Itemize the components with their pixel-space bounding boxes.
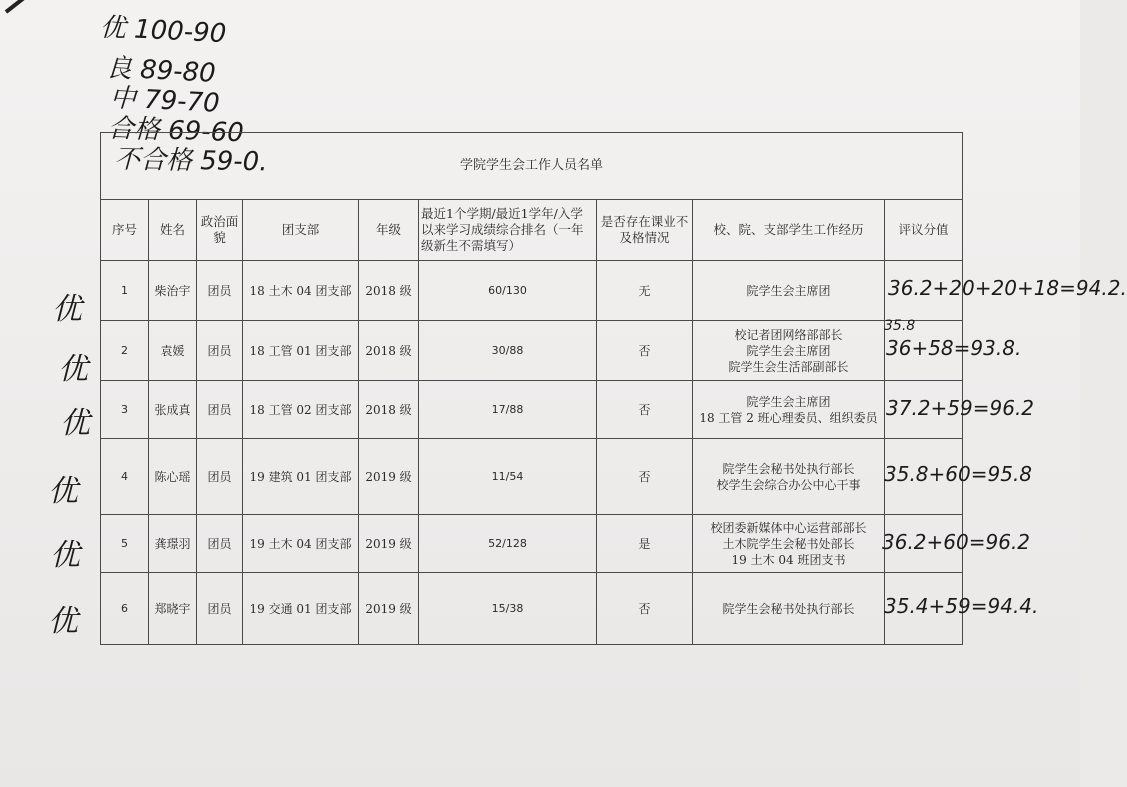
handwritten-score-note: 35.8 [884,318,916,334]
cell-name: 张成真 [149,381,197,439]
row-grade-2: 优 [58,352,88,387]
cell-failing: 否 [597,439,693,515]
cell-grade-year: 2018 级 [359,381,419,439]
header-grade-year: 年级 [359,200,419,261]
cell-failing: 否 [597,321,693,381]
cell-experience: 院学生会秘书处执行部长 [693,573,885,645]
cell-name: 柴治宇 [149,261,197,321]
cell-name: 龚璟羽 [149,515,197,573]
scale-fail: 不合格 59-0. [113,144,268,178]
row-grade-3: 优 [60,406,90,441]
cell-seq: 6 [101,573,149,645]
cell-political: 团员 [197,515,243,573]
cell-grade-year: 2019 级 [359,573,419,645]
header-political: 政治面貌 [197,200,243,261]
scale-excellent: 优 100-90 [99,12,227,50]
cell-seq: 4 [101,439,149,515]
handwritten-score-2: 36+58=93.8. [886,336,1022,360]
cell-ranking: 60/130 [419,261,597,321]
cell-experience: 校团委新媒体中心运营部部长 土木院学生会秘书处部长 19 土木 04 班团支书 [693,515,885,573]
handwritten-score-5: 36.2+60=96.2 [882,530,1031,554]
cell-ranking: 15/38 [419,573,597,645]
cell-political: 团员 [197,573,243,645]
cell-failing: 否 [597,573,693,645]
cell-political: 团员 [197,261,243,321]
header-seq: 序号 [101,200,149,261]
table-row [101,261,963,321]
table-row [101,573,963,645]
table-header-row [101,200,963,261]
table-row [101,439,963,515]
header-name: 姓名 [149,200,197,261]
cell-name: 郑晓宇 [149,573,197,645]
scale-pass: 合格 69-60 [107,113,245,149]
header-branch: 团支部 [243,200,359,261]
header-score: 评议分值 [885,200,963,261]
row-grade-6: 优 [48,604,78,639]
cell-failing: 是 [597,515,693,573]
cell-name: 袁媛 [149,321,197,381]
cell-seq: 1 [101,261,149,321]
cell-branch: 19 建筑 01 团支部 [243,439,359,515]
handwritten-score-1: 36.2+20+20+18=94.2. [888,276,1127,300]
table-row [101,381,963,439]
cell-seq: 5 [101,515,149,573]
scale-good: 良 89-80 [105,53,217,89]
handwritten-score-4: 35.8+60=95.8 [884,462,1033,486]
cell-seq: 2 [101,321,149,381]
table-row [101,321,963,381]
header-failing: 是否存在课业不及格情况 [597,200,693,261]
cell-experience: 院学生会主席团 18 工管 2 班心理委员、组织委员 [693,381,885,439]
cell-political: 团员 [197,321,243,381]
row-grade-1: 优 [52,292,82,327]
cell-grade-year: 2018 级 [359,321,419,381]
cell-political: 团员 [197,381,243,439]
cell-grade-year: 2019 级 [359,439,419,515]
cell-name: 陈心瑶 [149,439,197,515]
cell-grade-year: 2019 级 [359,515,419,573]
cell-ranking: 52/128 [419,515,597,573]
cell-political: 团员 [197,439,243,515]
table-title: 学院学生会工作人员名单 [101,133,963,200]
cell-ranking: 11/54 [419,439,597,515]
header-ranking: 最近1个学期/最近1学年/入学以来学习成绩综合排名（一年级新生不需填写） [419,200,597,261]
cell-failing: 无 [597,261,693,321]
cell-ranking: 17/88 [419,381,597,439]
scale-medium: 中 79-70 [109,83,221,119]
cell-failing: 否 [597,381,693,439]
cell-branch: 18 工管 01 团支部 [243,321,359,381]
cell-grade-year: 2018 级 [359,261,419,321]
cell-ranking: 30/88 [419,321,597,381]
cell-branch: 19 交通 01 团支部 [243,573,359,645]
cell-experience: 院学生会主席团 [693,261,885,321]
student-union-roster-table [100,132,963,645]
cell-seq: 3 [101,381,149,439]
table-row [101,515,963,573]
handwritten-score-3: 37.2+59=96.2 [886,396,1035,420]
cell-branch: 18 工管 02 团支部 [243,381,359,439]
row-grade-4: 优 [48,474,78,509]
header-experience: 校、院、支部学生工作经历 [693,200,885,261]
cell-experience: 校记者团网络部部长 院学生会主席团 院学生会生活部副部长 [693,321,885,381]
cell-branch: 18 土木 04 团支部 [243,261,359,321]
handwritten-score-6: 35.4+59=94.4. [884,594,1039,618]
cell-branch: 19 土木 04 团支部 [243,515,359,573]
cell-experience: 院学生会秘书处执行部长 校学生会综合办公中心干事 [693,439,885,515]
row-grade-5: 优 [50,538,80,573]
